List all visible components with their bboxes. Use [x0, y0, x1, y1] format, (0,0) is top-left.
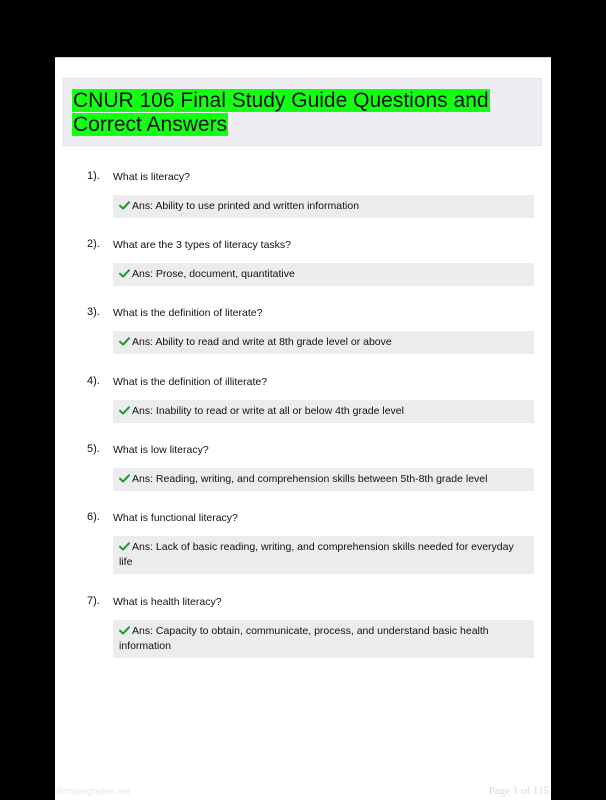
answer-box: [113, 536, 534, 574]
question-number: 2).: [87, 238, 100, 250]
question-number: 6).: [87, 511, 100, 523]
answer-box: [113, 400, 534, 423]
question-text: What are the 3 types of literacy tasks?: [113, 239, 291, 251]
answer-text: Ans: Capacity to obtain, communicate, process, and understand basic health information: [119, 625, 489, 652]
answer-text: Ans: Lack of basic reading, writing, and comprehension skills needed for everyday life: [119, 541, 514, 568]
question-text: What is low literacy?: [113, 444, 209, 456]
document-page: [55, 57, 551, 800]
answer-box: [113, 620, 534, 658]
question-number: 3).: [87, 306, 100, 318]
document-title: [72, 89, 532, 137]
check-icon: [119, 337, 130, 346]
answer-text: Ans: Ability to read and write at 8th grade level or above: [132, 336, 392, 348]
question-number: 4).: [87, 375, 100, 387]
question-text: What is functional literacy?: [113, 512, 238, 524]
question-text: What is the definition of illiterate?: [113, 376, 268, 388]
check-icon: [119, 201, 130, 210]
page-counter: Page 1 of 115: [488, 785, 549, 797]
check-icon: [119, 626, 130, 635]
answer-box: [113, 195, 534, 218]
question-number: 1).: [87, 170, 100, 182]
check-icon: [119, 542, 130, 551]
title-banner: [63, 78, 542, 146]
question-text: What is health literacy?: [113, 596, 222, 608]
answer-text: Ans: Ability to use printed and written information: [132, 200, 360, 212]
answer-text: Ans: Inability to read or write at all or below 4th grade level: [132, 405, 404, 417]
answer-text: Ans: Prose, document, quantitative: [132, 268, 295, 280]
check-icon: [119, 406, 130, 415]
answer-text: Ans: Reading, writing, and comprehension skills between 5th-8th grade level: [132, 473, 488, 485]
check-icon: [119, 269, 130, 278]
question-number: 7).: [87, 595, 100, 607]
footer-watermark: Browsegrades.net: [57, 786, 130, 796]
title-highlight: CNUR 106 Final Study Guide Questions and Correct Answers: [73, 89, 489, 136]
answer-box: [113, 331, 534, 354]
answer-box: [113, 263, 534, 286]
question-text: What is literacy?: [113, 171, 191, 183]
check-icon: [119, 474, 130, 483]
question-number: 5).: [87, 443, 100, 455]
answer-box: [113, 468, 534, 491]
question-text: What is the definition of literate?: [113, 307, 263, 319]
